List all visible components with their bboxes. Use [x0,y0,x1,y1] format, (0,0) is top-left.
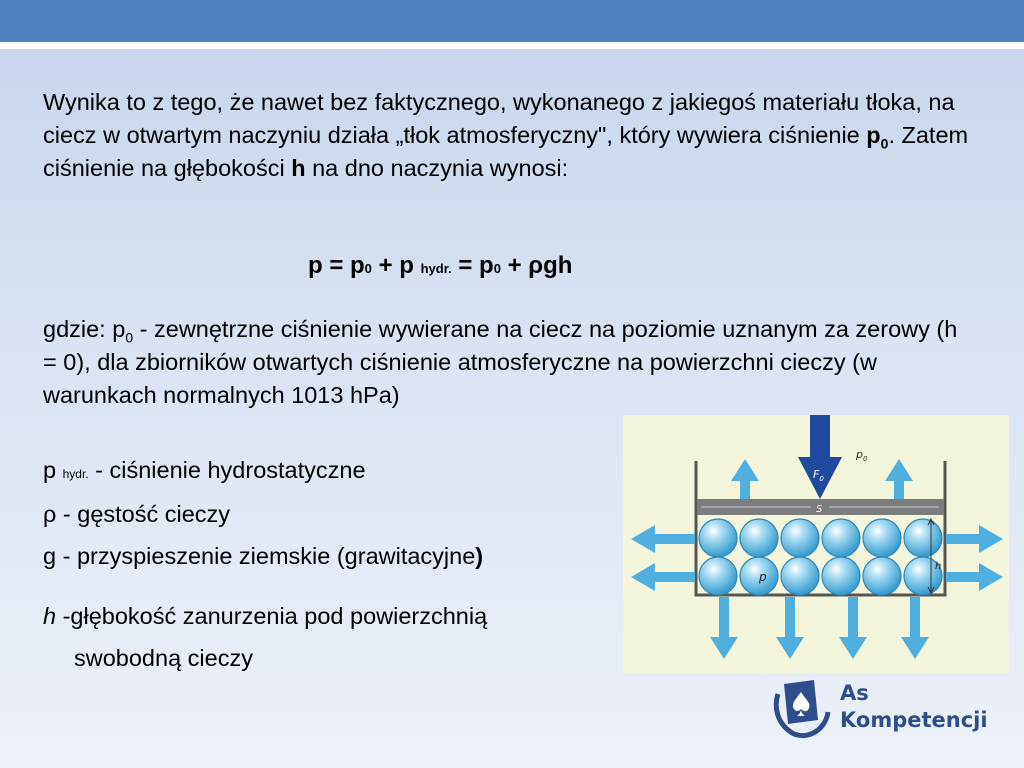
label-h: h [935,561,942,572]
label-f0: $F_0$ [813,468,824,483]
right-arrows [946,525,1003,591]
intro-text-1: Wynika to z tego, że nawet bez faktycznego, wykonanego z jakiegoś materiału tłoka, na ciecz w otwartym naczyniu działa „tłok atmosferyczny", który wywiera ciśnienie [43,89,955,148]
definition-h-continued: swobodną cieczy [74,645,253,671]
label-s: S [816,504,823,515]
intro-text-3: na dno naczynia wynosi: [305,155,569,181]
definition-g: g - przyspieszenie ziemskie (grawitacyjne) [43,543,484,569]
spade-icon [770,676,832,742]
pressure-diagram [623,415,1009,673]
p0-symbol: $p_0$ [866,122,889,152]
h-symbol: h [291,155,306,181]
definition-rho: ρ - gęstość cieczy [43,501,231,527]
top-bar-divider [0,42,1024,49]
pressure-formula: p = p0 + p hydr. = p0 + ρgh [308,252,573,279]
definition-h: h -głębokość zanurzenia pod powierzchnią [43,603,488,629]
fluid-particles [699,519,942,595]
pressure-diagram-svg [623,415,1009,673]
left-arrows [631,525,695,591]
as-kompetencji-logo [770,676,1000,746]
label-p0: $p_0$ [856,448,868,463]
down-arrows [710,597,929,659]
definition-phydr: p hydr. - ciśnienie hydrostatyczne [43,457,366,483]
definition-gdzie: gdzie: $p_0$ - zewnętrzne ciśnienie wywierane na ciecz na poziomie uznanym za zerowy (h = 0), dla zbiorników otwartych ciśnienie atmosferyczne na powierzchni cieczy (w warunkach normalnych 1013 hPa) [43,316,958,408]
intro-paragraph [43,86,983,185]
logo-wordmark: As Kompetencji [840,681,988,732]
intro-text-2: . Zatem ciśnienie na głębokości [43,122,969,181]
label-p: p [759,570,767,584]
top-bar [0,0,1024,42]
force-arrow [798,415,842,499]
